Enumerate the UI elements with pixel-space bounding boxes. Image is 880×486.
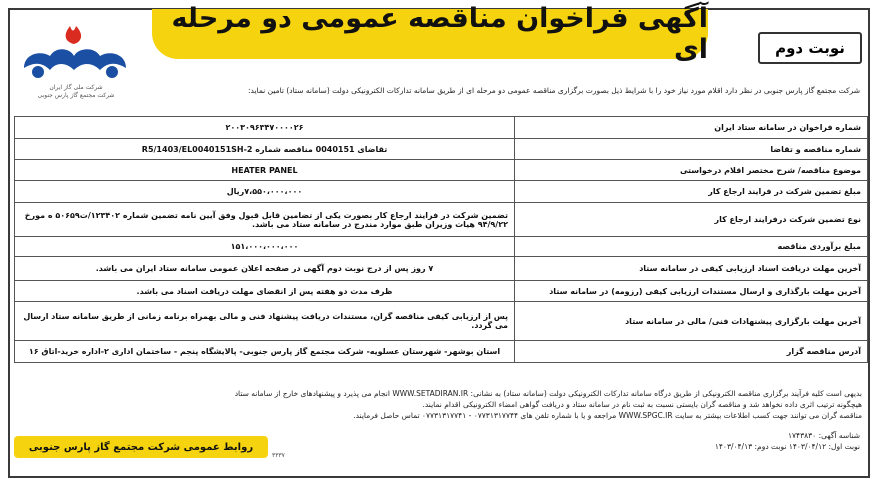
table-row — [15, 302, 868, 341]
round-badge: نوبت دوم — [758, 32, 862, 64]
logo-caption — [12, 84, 140, 100]
table-row — [15, 203, 868, 237]
note-line: هیچگونه ترتیب اثری داده نخواهد شد و مناقصه گران بایستی نسبت به ثبت نام در سامانه ستاد و دریافت گواهی امضاء الکترونیکی اقدام نمایند. — [422, 400, 862, 409]
table-row — [15, 160, 868, 181]
notice-id: شناسه آگهی: ۱۷۴۳۸۳۰ — [788, 431, 860, 440]
row-label: آخرین مهلت دریافت اسناد ارزیابی کیفی در سامانه ستاد — [515, 257, 868, 281]
row-value: تضمین شرکت در فرایند ارجاع کار بصورت یکی از تضامین قابل قبول وفق آیین نامه تضمین شماره ۱۲۳۴۰۲/ت۵۰۶۵۹ ه مورخ ۹۴/۹/۲۲ هیات وزیران طبق موارد مندرج در سامانه ستاد می باشد. — [15, 203, 515, 237]
row-value: تقاضای 0040151 مناقصه شماره R5/1403/EL0040151SH-2 — [15, 139, 515, 160]
notice-dates: نوبت اول: ۱۴۰۳/۰۴/۱۲ نوبت دوم: ۱۴۰۳/۰۴/۱۳ — [714, 442, 860, 451]
notes-block — [12, 388, 862, 421]
row-value: پس از ارزیابی کیفی مناقصه گران، مستندات دریافت پیشنهاد فنی و مالی بهمراه برنامه زمانی از طریق سامانه ستاد ارسال می گردد. — [15, 302, 515, 341]
intro-text: شرکت مجتمع گاز پارس جنوبی در نظر دارد اقلام مورد نیاز خود را با شرایط ذیل بصورت برگزاری مناقصه عمومی دو مرحله ای از طریق سامانه تدارکات الکترونیکی دولت (سامانه ستاد) تامین نماید: — [247, 86, 860, 95]
row-label: آدرس مناقصه گزار — [515, 341, 868, 363]
row-label: شماره فراخوان در سامانه ستاد ایران — [515, 117, 868, 139]
row-label: نوع تضمین شرکت درفرایند ارجاع کار — [515, 203, 868, 237]
row-value: استان بوشهر- شهرستان عسلویه- شرکت مجتمع گاز پارس جنوبی- پالایشگاه پنجم - ساختمان اداری ۲-اداره خرید-اتاق ۱۶ — [15, 341, 515, 363]
table-row — [15, 139, 868, 160]
row-value: ۲۰۰۳۰۹۶۳۴۷۰۰۰۰۲۶ — [15, 117, 515, 139]
table-row — [15, 181, 868, 203]
row-value: ظرف مدت دو هفته پس از انقضای مهلت دریافت اسناد می باشد. — [15, 281, 515, 302]
company-logo-icon — [16, 22, 134, 82]
title-banner — [152, 3, 708, 65]
row-label: مبلغ برآوردی مناقصه — [515, 237, 868, 257]
logo-caption-line: شرکت ملی گاز ایران — [49, 84, 103, 91]
row-value: ۷ روز پس از درج نوبت دوم آگهی در صفحه اعلان عمومی سامانه ستاد ایران می باشد. — [15, 257, 515, 281]
table-row — [15, 257, 868, 281]
public-relations-label: روابط عمومی شرکت مجتمع گاز پارس جنوبی — [14, 436, 268, 458]
row-label: آخرین مهلت بارگذاری و ارسال مستندات ارزیابی کیفی (رزومه) در سامانه ستاد — [515, 281, 868, 302]
row-label: مبلغ تضمین شرکت در فرایند ارجاع کار — [515, 181, 868, 203]
table-row — [15, 117, 868, 139]
row-label: آخرین مهلت بارگزاری پیشنهادات فنی/ مالی در سامانه ستاد — [515, 302, 868, 341]
row-label: موضوع مناقصه/ شرح مختصر اقلام درخواستی — [515, 160, 868, 181]
table-row — [15, 281, 868, 302]
logo-caption-line: شرکت مجتمع گاز پارس جنوبی — [37, 92, 115, 99]
row-value: ۷،۵۵۰،۰۰۰،۰۰۰ریال — [15, 181, 515, 203]
note-line: مناقصه گران می توانند جهت کسب اطلاعات بیشتر به سایت WWW.SPGC.IR مراجعه و یا با شماره تلفن های ۰۷۷۳۱۳۱۷۷۴۴ - ۰۷۷۳۱۳۱۷۷۴۱ تماس حاصل فرمایند. — [353, 411, 862, 420]
notice-meta — [715, 430, 860, 452]
notice-code: ۳۳۳۷ — [272, 452, 285, 459]
note-line: بدیهی است کلیه فرآیند برگزاری مناقصه الکترونیکی از طریق درگاه سامانه تدارکات الکترونیکی دولت (سامانه ستاد) به نشانی: WWW.SETADIRAN.IR انجام می پذیرد و پیشنهادهای خارج از سامانه ستاد — [234, 389, 862, 398]
tender-info-table — [14, 116, 868, 363]
page-title: آگهی فراخوان مناقصه عمومی دو مرحله ای — [171, 3, 708, 65]
row-value: ۱۵۱،۰۰۰،۰۰۰،۰۰۰ — [15, 237, 515, 257]
table-row — [15, 341, 868, 363]
row-value: HEATER PANEL — [15, 160, 515, 181]
table-row — [15, 237, 868, 257]
row-label: شماره مناقصه و تقاضا — [515, 139, 868, 160]
